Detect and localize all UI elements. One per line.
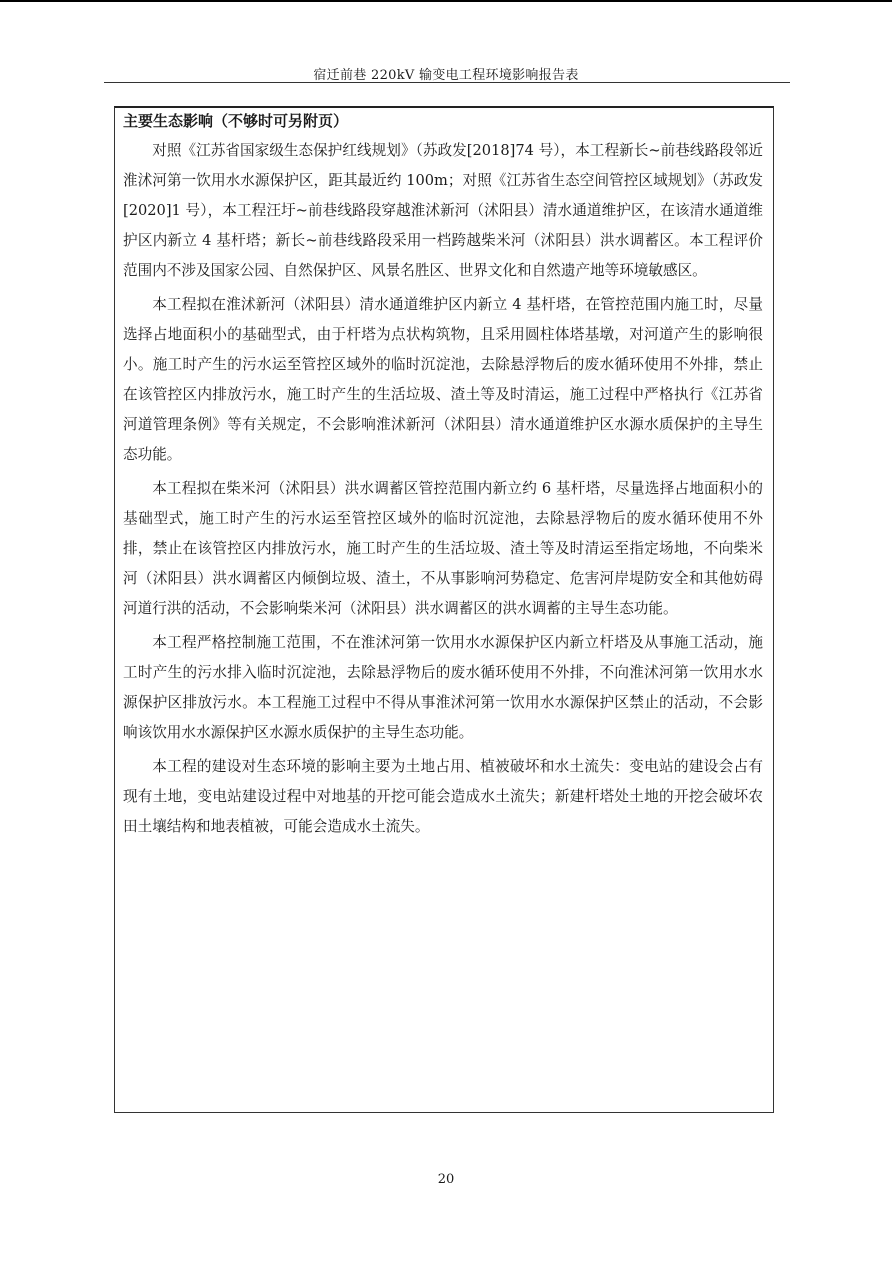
paragraph-2: 本工程拟在淮沭新河（沭阳县）清水通道维护区内新立 4 基杆塔，在管控范围内施工时，尽量选择占地面积小的基础型式，由于杆塔为点状构筑物，且采用圆柱体塔基墩，对河道产生的影响很小。施工时产生的污水运至管控区域外的临时沉淀池，去除悬浮物后的废水循环使用不外排，禁止在该管控区内排放污水，施工时产生的生活垃圾、渣土等及时清运，施工过程中严格执行《江苏省河道管理条例》等有关规定，不会影响淮沭新河（沭阳县）清水通道维护区水源水质保护的主导生态功能。 xyxy=(123,296,763,463)
paragraph-4: 本工程严格控制施工范围，不在淮沭河第一饮用水水源保护区内新立杆塔及从事施工活动，施工时产生的污水排入临时沉淀池，去除悬浮物后的废水循环使用不外排，不向淮沭河第一饮用水水源保护区排放污水。本工程施工过程中不得从事淮沭河第一饮用水水源保护区禁止的活动，不会影响该饮用水水源保护区水源水质保护的主导生态功能。 xyxy=(123,634,763,741)
section-title: 主要生态影响（不够时可另附页） xyxy=(123,112,349,130)
paragraph-3: 本工程拟在柴米河（沭阳县）洪水调蓄区管控范围内新立约 6 基杆塔，尽量选择占地面积小的基础型式，施工时产生的污水运至管控区域外的临时沉淀池，去除悬浮物后的废水循环使用不外排，禁止在该管控区内排放污水，施工时产生的生活垃圾、渣土等及时清运至指定场地，不向柴米河（沭阳县）洪水调蓄区内倾倒垃圾、渣土，不从事影响河势稳定、危害河岸堤防安全和其他妨碍河道行洪的活动，不会影响柴米河（沭阳县）洪水调蓄区的洪水调蓄的主导生态功能。 xyxy=(123,480,763,617)
page-top-border xyxy=(0,0,892,2)
header-divider xyxy=(104,82,790,83)
document-header-title: 宿迁前巷 220kV 输变电工程环境影响报告表 xyxy=(313,68,579,83)
paragraph-5: 本工程的建设对生态环境的影响主要为土地占用、植被破坏和水土流失：变电站的建设会占有现有土地，变电站建设过程中对地基的开挖可能会造成水土流失；新建杆塔处土地的开挖会破坏农田土壤结构和地表植被，可能会造成水土流失。 xyxy=(123,758,763,835)
page-number: 20 xyxy=(437,1172,455,1187)
paragraph-1: 对照《江苏省国家级生态保护红线规划》（苏政发[2018]74 号），本工程新长~前巷线路段邻近淮沭河第一饮用水水源保护区，距其最近约 100m；对照《江苏省生态空间管控区域规划》（苏政发[2020]1 号），本工程汪圩~前巷线路段穿越淮沭新河（沭阳县）清水通道维护区，在该清水通道维护区内新立 4 基杆塔；新长~前巷线路段采用一档跨越柴米河（沭阳县）洪水调蓄区。本工程评价范围内不涉及国家公园、自然保护区、风景名胜区、世界文化和自然遗产地等环境敏感区。 xyxy=(123,142,763,279)
ecological-impact-table-cell xyxy=(114,106,774,1113)
